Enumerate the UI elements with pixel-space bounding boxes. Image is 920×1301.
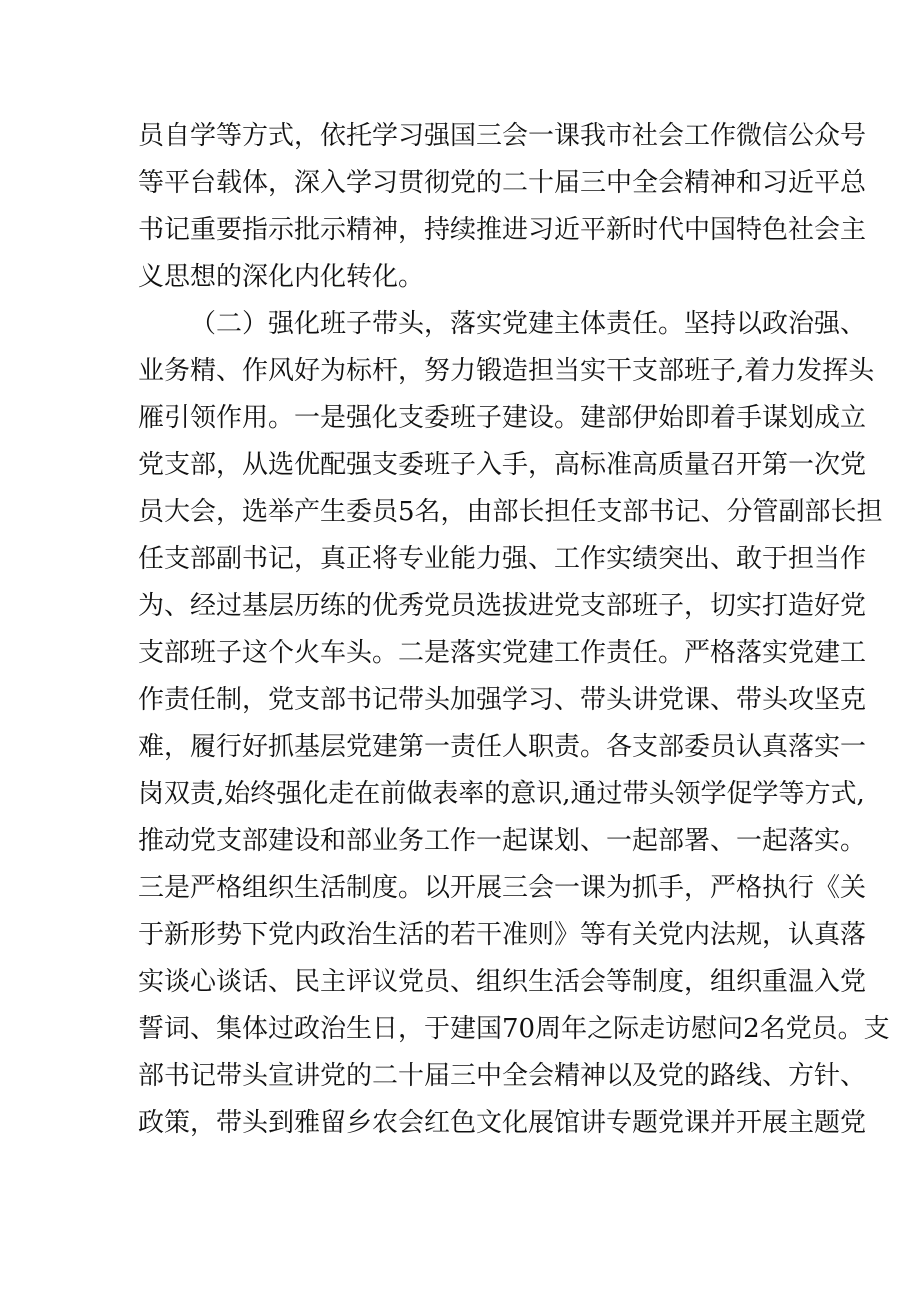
text-line: 等平台载体，深入学习贯彻党的二十届三中全会精神和习近平总	[138, 168, 867, 198]
text-line: 书记重要指示批示精神，持续推进习近平新时代中国特色社会主	[138, 215, 867, 245]
text-line: 党支部，从选优配强支委班子入手，高标准高质量召开第一次党	[138, 450, 867, 480]
text-line: 任支部副书记，真正将专业能力强、工作实绩突出、敢于担当作	[138, 544, 867, 574]
text-line: 员自学等方式，依托学习强国三会一课我市社会工作微信公众号	[138, 121, 867, 151]
text-line: 作责任制，党支部书记带头加强学习、带头讲党课、带头攻坚克	[138, 685, 867, 715]
text-line: 雁引领作用。一是强化支委班子建设。建部伊始即着手谋划成立	[138, 403, 867, 433]
text-line: 员大会，选举产生委员5名，由部长担任支部书记、分管副部长担	[138, 497, 883, 527]
text-line: 岗双责,始终强化走在前做表率的意识,通过带头领学促学等方式,	[138, 779, 865, 809]
text-line: 义思想的深化内化转化。	[138, 262, 425, 292]
paragraph-heading-line: （二）强化班子带头，落实党建主体责任。坚持以政治强、	[190, 309, 867, 339]
text-line: 三是严格组织生活制度。以开展三会一课为抓手，严格执行《关	[138, 873, 867, 903]
text-line: 政策，带头到雅留乡农会红色文化展馆讲专题党课并开展主题党	[138, 1108, 867, 1138]
text-line: 实谈心谈话、民主评议党员、组织生活会等制度，组织重温入党	[138, 967, 867, 997]
text-line: 誓词、集体过政治生日，于建国70周年之际走访慰问2名党员。支	[138, 1014, 890, 1044]
text-line: 推动党支部建设和部业务工作一起谋划、一起部署、一起落实。	[138, 826, 867, 856]
text-line: 支部班子这个火车头。二是落实党建工作责任。严格落实党建工	[138, 638, 867, 668]
text-line: 为、经过基层历练的优秀党员选拔进党支部班子，切实打造好党	[138, 591, 867, 621]
text-line: 于新形势下党内政治生活的若干准则》等有关党内法规，认真落	[138, 920, 867, 950]
text-line: 部书记带头宣讲党的二十届三中全会精神以及党的路线、方针、	[138, 1061, 867, 1091]
text-line: 难，履行好抓基层党建第一责任人职责。各支部委员认真落实一	[138, 732, 867, 762]
text-line: 业务精、作风好为标杆，努力锻造担当实干支部班子,着力发挥头	[138, 356, 875, 386]
